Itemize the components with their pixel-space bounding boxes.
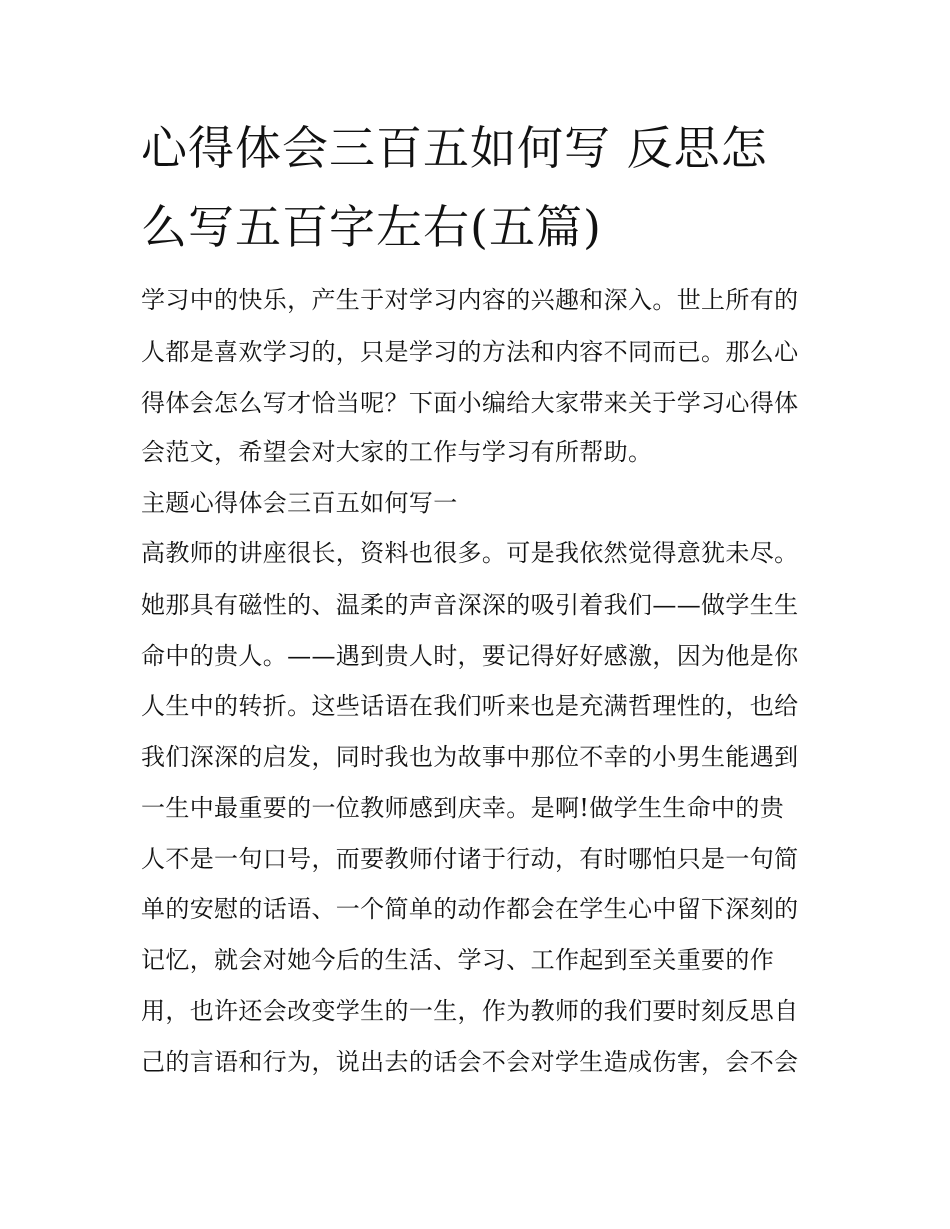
body-text-line: 学习中的快乐，产生于对学习内容的兴趣和深入。世上所有的 <box>141 286 799 314</box>
document-title-line-1: 心得体会三百五如何写 反思怎 <box>141 121 768 175</box>
body-text-line: 我们深深的启发，同时我也为故事中那位不幸的小男生能遇到 <box>141 743 799 771</box>
body-text-line: 己的言语和行为，说出去的话会不会对学生造成伤害，会不会 <box>141 1048 799 1076</box>
body-text-line: 一生中最重要的一位教师感到庆幸。是啊!做学生生命中的贵 <box>141 794 785 822</box>
body-text-line: 得体会怎么写才恰当呢？下面小编给大家带来关于学习心得体 <box>141 389 799 417</box>
body-text-line: 记忆，就会对她今后的生活、学习、工作起到至关重要的作 <box>141 946 775 974</box>
body-text-line: 人都是喜欢学习的，只是学习的方法和内容不同而已。那么心 <box>141 338 799 366</box>
body-text-line: 她那具有磁性的、温柔的声音深深的吸引着我们——做学生生 <box>141 591 799 619</box>
body-text-line: 命中的贵人。——遇到贵人时，要记得好好感激，因为他是你 <box>141 642 799 670</box>
body-text-line: 人不是一句口号，而要教师付诸于行动，有时哪怕只是一句简 <box>141 845 799 873</box>
section-heading: 主题心得体会三百五如何写一 <box>141 489 458 517</box>
document-title-line-2: 么写五百字左右(五篇) <box>141 200 602 254</box>
body-text-line: 单的安慰的话语、一个简单的动作都会在学生心中留下深刻的 <box>141 895 799 923</box>
body-text-line: 用，也许还会改变学生的一生，作为教师的我们要时刻反思自 <box>141 997 799 1025</box>
body-text-line: 高教师的讲座很长，资料也很多。可是我依然觉得意犹未尽。 <box>141 539 799 567</box>
body-text-line: 会范文，希望会对大家的工作与学习有所帮助。 <box>141 438 653 466</box>
body-text-line: 人生中的转折。这些话语在我们听来也是充满哲理性的，也给 <box>141 692 799 720</box>
